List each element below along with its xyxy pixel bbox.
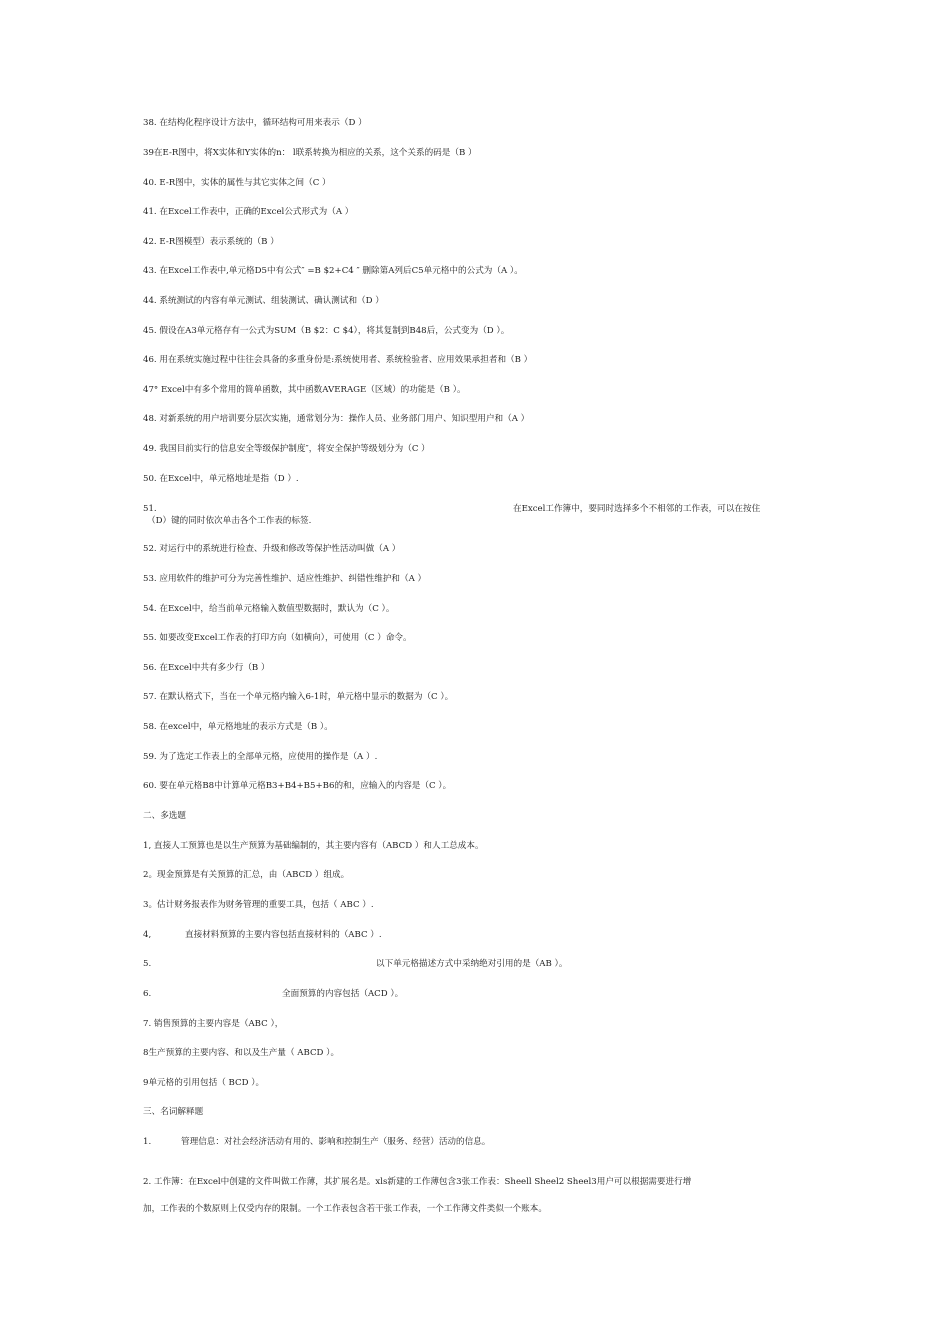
question-57: 57. 在默认格式下，当在一个单元格内输入6-1时，单元格中显示的数据为（C ）。	[143, 692, 454, 702]
question-49: 49. 我国目前实行的信息安全等级保护制度″，将安全保护等级划分为（C ）	[143, 444, 430, 454]
multi-question-7: 7. 销售预算的主要内容是（ABC ），	[143, 1019, 284, 1029]
question-55: 55. 如要改变Excel工作表的打印方向（如横向），可使用（C ）命令。	[143, 633, 412, 643]
question-51-number: 51.	[143, 504, 157, 514]
question-53: 53. 应用软件的维护可分为完善性维护、适应性维护、纠错性维护和（A ）	[143, 574, 427, 584]
multi-question-4-number: 4,	[143, 930, 152, 940]
question-40: 40. E-R图中，实体的属性与其它实体之间（C ）	[143, 178, 331, 188]
question-47: 47° Excel中有多个常用的简单函数，其中函数AVERAGE（区域）的功能是（B ）。	[143, 385, 466, 395]
multi-question-9: 9单元格的引用包括（ BCD ）。	[143, 1078, 265, 1088]
multi-question-8: 8生产预算的主要内容、和以及生产量（ ABCD ）。	[143, 1048, 340, 1058]
term-2-line-1: 2. 工作簿：在Excel中创建的文件叫做工作薄，其扩展名是。xls新建的工作薄包含3张工作表：Sheell Sheel2 Sheel3用户可以根据需要进行增	[143, 1177, 692, 1187]
question-43: 43. 在Excel工作表中,单元格D5中有公式″ =B $2+C4 ″ 删除第A列后C5单元格中的公式为（A ）。	[143, 266, 523, 276]
question-39: 39在E-R图中，将X实体和Y实体的n： l联系转换为相应的关系，这个关系的码是（B ）	[143, 148, 477, 158]
multi-question-3: 3。估计财务报表作为财务管理的重要工具，包括（ ABC ）.	[143, 900, 374, 910]
question-48: 48. 对新系统的用户培训要分层次实施，通常划分为：操作人员、业务部门用户、知识型用户和（A ）	[143, 414, 530, 424]
question-52: 52. 对运行中的系统进行检查、升级和修改等保护性活动叫做（A ）	[143, 544, 401, 554]
term-2-line-2: 加，工作表的个数原则上仅受内存的限制。一个工作表包含若干张工作表，一个工作薄文件类似一个账本。	[143, 1204, 547, 1214]
multi-question-1: 1, 直接人工预算也是以生产预算为基础编制的，其主要内容有（ABCD ）和人工总成本。	[143, 841, 484, 851]
multi-question-4-text: 直接材料预算的主要内容包括直接材料的（ABC ）.	[185, 930, 382, 940]
question-50: 50. 在Excel中，单元格地址是指（D ）.	[143, 474, 299, 484]
multi-question-6-number: 6.	[143, 989, 152, 999]
multi-question-2: 2。现金预算是有关预算的汇总，由（ABCD ）组成。	[143, 870, 350, 880]
multi-question-5-text: 以下单元格描述方式中采纳绝对引用的是（AB ）。	[376, 959, 568, 969]
term-1-number: 1.	[143, 1137, 152, 1147]
question-56: 56. 在Excel中共有多少行（B ）	[143, 663, 270, 673]
question-44: 44. 系统测试的内容有单元测试、组装测试、确认测试和（D ）	[143, 296, 384, 306]
section-heading-term-definitions: 三、名词解释题	[143, 1107, 204, 1117]
question-60: 60. 要在单元格B8中计算单元格B3+B4+B5+B6的和，应输入的内容是（C ）。	[143, 781, 452, 791]
term-1-text: 管理信息：对社会经济活动有用的、影响和控制生产（服务、经营）活动的信息。	[181, 1137, 491, 1147]
question-51-text: 在Excel工作簿中，要同时选择多个不相邻的工作表，可以在按住	[513, 504, 761, 514]
section-heading-multiple-choice: 二、多选题	[143, 811, 186, 821]
multi-question-5-number: 5.	[143, 959, 152, 969]
question-38: 38. 在结构化程序设计方法中，循环结构可用来表示（D ）	[143, 118, 367, 128]
question-54: 54. 在Excel中，给当前单元格输入数值型数据时，默认为（C ）。	[143, 604, 395, 614]
question-51-continuation: （D）键的同时依次单击各个工作表的标签.	[147, 516, 312, 526]
question-58: 58. 在excel中，单元格地址的表示方式是（B ）。	[143, 722, 333, 732]
question-41: 41. 在Excel工作表中，正确的Excel公式形式为（A ）	[143, 207, 354, 217]
question-59: 59. 为了选定工作表上的全部单元格，应使用的操作是（A ）.	[143, 752, 378, 762]
question-46: 46. 用在系统实施过程中往往会具备的多重身份是:系统使用者、系统检验者、应用效果承担者和（B ）	[143, 355, 533, 365]
question-42: 42. E-R图模型）表示系统的（B ）	[143, 237, 279, 247]
question-45: 45. 假设在A3单元格存有一公式为SUM（B $2：C $4），将其复制到B48后，公式变为（D ）。	[143, 326, 510, 336]
multi-question-6-text: 全面预算的内容包括（ACD ）。	[282, 989, 404, 999]
